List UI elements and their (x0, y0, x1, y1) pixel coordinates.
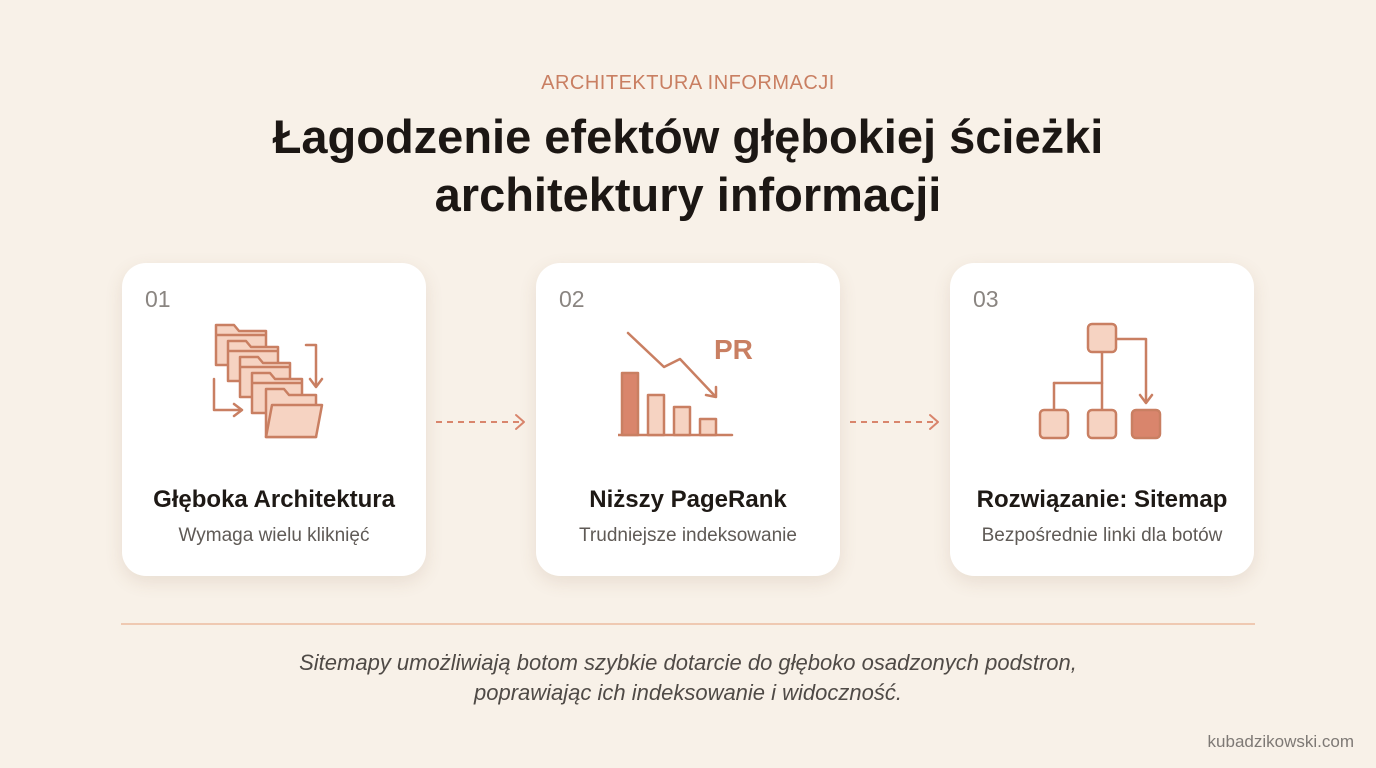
page-title (0, 108, 1376, 224)
eyebrow-label: ARCHITEKTURA INFORMACJI (541, 72, 835, 94)
step-title: Rozwiązanie: Sitemap (976, 486, 1228, 513)
flow-arrow-1-icon (434, 410, 530, 434)
declining-pagerank-chart-icon (618, 315, 758, 445)
step-title: Niższy PageRank (589, 486, 787, 513)
flow-arrow-2-icon (848, 410, 944, 434)
step-subtitle: Trudniejsze indeksowanie (579, 525, 797, 546)
step-subtitle: Wymaga wielu kliknięć (178, 525, 370, 546)
step-subtitle: Bezpośrednie linki dla botów (981, 525, 1223, 546)
step-number: 01 (145, 286, 171, 312)
step-number: 03 (973, 286, 999, 312)
nested-folders-icon (204, 315, 344, 445)
caption-line-1: Sitemapy umożliwiają botom szybkie dotarcie do głęboko osadzonych podstron, (299, 650, 1077, 675)
step-card-1 (122, 263, 426, 576)
step-card-3 (950, 263, 1254, 576)
pagerank-label: PR (714, 334, 753, 365)
step-title: Głęboka Architektura (153, 486, 395, 513)
footer-site-label: kubadzikowski.com (1207, 732, 1354, 751)
page-title-line-2: architektury informacji (434, 168, 942, 221)
sitemap-hierarchy-icon (1032, 315, 1172, 445)
divider (121, 623, 1255, 625)
step-card-2 (536, 263, 840, 576)
caption (0, 648, 1376, 708)
step-number: 02 (559, 286, 585, 312)
caption-line-2: poprawiając ich indeksowanie i widoczność. (473, 680, 902, 705)
page-title-line-1: Łagodzenie efektów głębokiej ścieżki (272, 110, 1104, 163)
